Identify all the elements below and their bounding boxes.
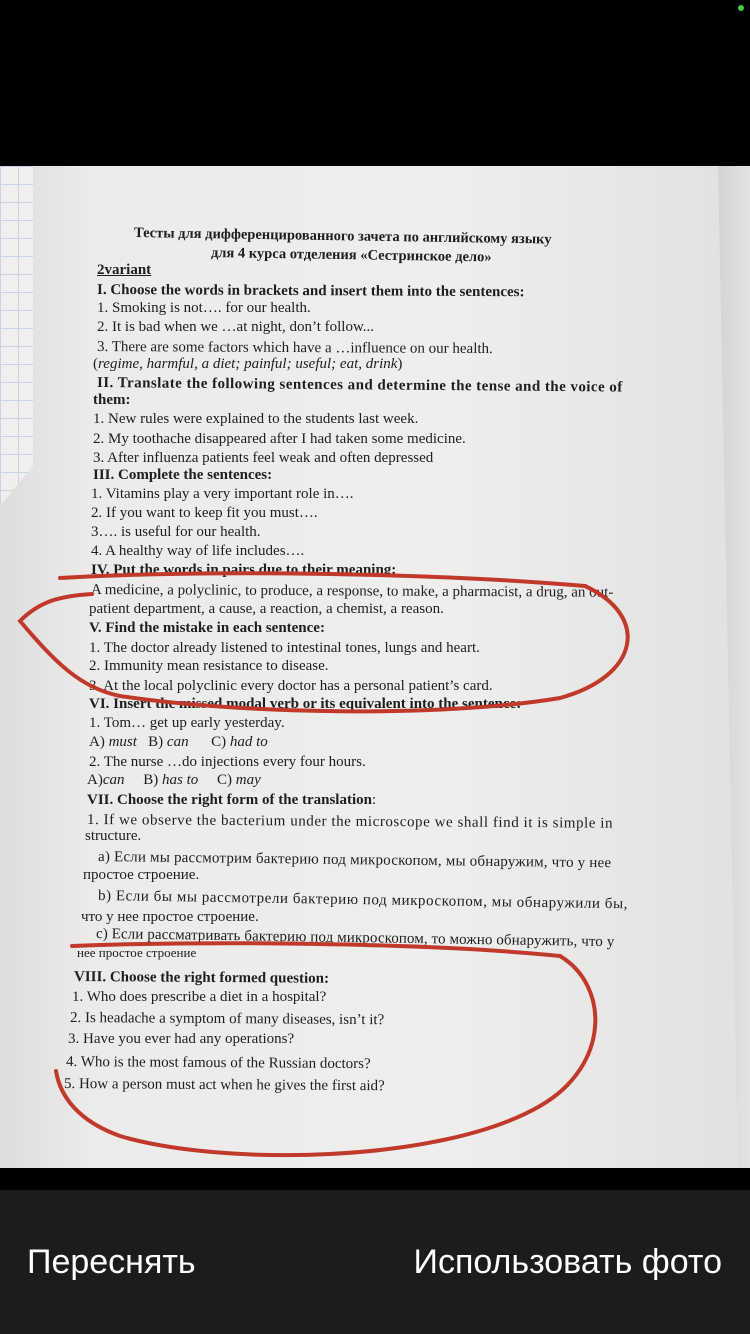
section-6-options-1: A) must B) can C) had to xyxy=(89,734,268,750)
red-line-under-section-7 xyxy=(72,943,560,956)
section-7-option-a-cont: простое строение. xyxy=(83,867,200,883)
section-2-item: 1. New rules were explained to the students last week. xyxy=(93,411,419,427)
section-7-option-c-cont: нее простое строение xyxy=(77,945,197,960)
red-circle-section-5 xyxy=(20,586,628,711)
section-7-question-cont: structure. xyxy=(85,828,142,844)
section-3-heading: III. Complete the sentences: xyxy=(93,467,273,483)
section-2-item: 3. After influenza patients feel weak and often depressed xyxy=(93,450,434,466)
section-5-heading: V. Find the mistake in each sentence: xyxy=(89,620,325,636)
section-8-item: 4. Who is the most famous of the Russian doctors? xyxy=(65,1054,371,1073)
section-4-words-line-2: patient department, a cause, a reaction, a chemist, a reason. xyxy=(89,601,444,617)
section-8-heading: VIII. Choose the right formed question: xyxy=(73,969,330,987)
section-3-item: 3…. is useful for our health. xyxy=(91,524,261,540)
section-6-heading: VI. Insert the missed modal verb or its equivalent into the sentence: xyxy=(89,696,522,712)
red-underline-section-4 xyxy=(60,573,585,586)
section-5-item: 2. Immunity mean resistance to disease. xyxy=(89,658,329,674)
section-1-heading: I. Choose the words in brackets and insert them into the sentences: xyxy=(96,282,525,301)
section-8-item: 1. Who does prescribe a diet in a hospital? xyxy=(72,989,327,1005)
section-5-item: 3. At the local polyclinic every doctor has a personal patient’s card. xyxy=(89,678,493,694)
red-pen-annotations xyxy=(0,166,750,1168)
section-1-word-bank: (regime, harmful, a diet; painful; useful; eat, drink) xyxy=(93,356,403,372)
captured-photo xyxy=(0,166,750,1168)
section-2-heading-cont: them: xyxy=(93,392,131,408)
section-5-item: 1. The doctor already listened to intestinal tones, lungs and heart. xyxy=(89,640,480,656)
section-7-option-c: c) Если рассматривать бактерию под микроскопом, то можно обнаружить, что у xyxy=(95,926,615,951)
section-1-item: 3. There are some factors which have a …influence on our health. xyxy=(96,339,493,358)
section-4-heading: IV. Put the words in pairs due to their meaning: xyxy=(91,562,397,578)
section-6-question-1: 1. Tom… get up early yesterday. xyxy=(89,715,285,731)
section-7-question: 1. If we observe the bacterium under the microscope we shall find it is simple in xyxy=(86,812,614,832)
section-3-item: 4. A healthy way of life includes…. xyxy=(91,543,305,559)
section-8-item: 2. Is headache a symptom of many diseases, isn’t it? xyxy=(69,1010,385,1029)
section-1-item: 1. Smoking is not…. for our health. xyxy=(97,300,311,316)
red-circle-section-8 xyxy=(56,956,595,1155)
section-1-item: 2. It is bad when we …at night, don’t follow... xyxy=(97,319,375,335)
section-6-question-2: 2. The nurse …do injections every four hours. xyxy=(89,754,366,770)
doc-title-line-1: Тесты для дифференцированного зачета по английскому языку xyxy=(133,225,552,248)
doc-title-line-2: для 4 курса отделения «Сестринское дело» xyxy=(210,245,492,266)
section-2-item: 2. My toothache disappeared after I had taken some medicine. xyxy=(93,431,466,447)
section-7-option-a: a) Если мы рассмотрим бактерию под микроскопом, мы обнаружим, что у нее xyxy=(97,849,612,872)
retake-button[interactable]: Переснять xyxy=(27,1243,196,1281)
section-8-item: 5. How a person must act when he gives the first aid? xyxy=(63,1076,385,1095)
section-7-option-b-cont: что у нее простое строение. xyxy=(81,909,259,925)
section-7-heading: VII. Choose the right form of the translation: xyxy=(87,792,377,808)
section-2-heading: II. Translate the following sentences and determine the tense and the voice of xyxy=(96,375,623,396)
camera-indicator-dot xyxy=(738,5,744,11)
section-4-words-line-1: A medicine, a polyclinic, to produce, a response, to make, a pharmacist, a drug, an out- xyxy=(90,582,614,601)
section-7-option-b: b) Если бы мы рассмотрели бактерию под микроскопом, мы обнаружили бы, xyxy=(97,888,629,913)
variant-label: 2variant xyxy=(97,262,152,278)
section-3-item: 1. Vitamins play a very important role in…. xyxy=(91,486,354,502)
section-8-item: 3. Have you ever had any operations? xyxy=(68,1031,295,1047)
section-6-options-2: A)can B) has to C) may xyxy=(87,772,261,788)
section-3-item: 2. If you want to keep fit you must…. xyxy=(91,505,318,521)
use-photo-button[interactable]: Использовать фото xyxy=(413,1243,722,1281)
